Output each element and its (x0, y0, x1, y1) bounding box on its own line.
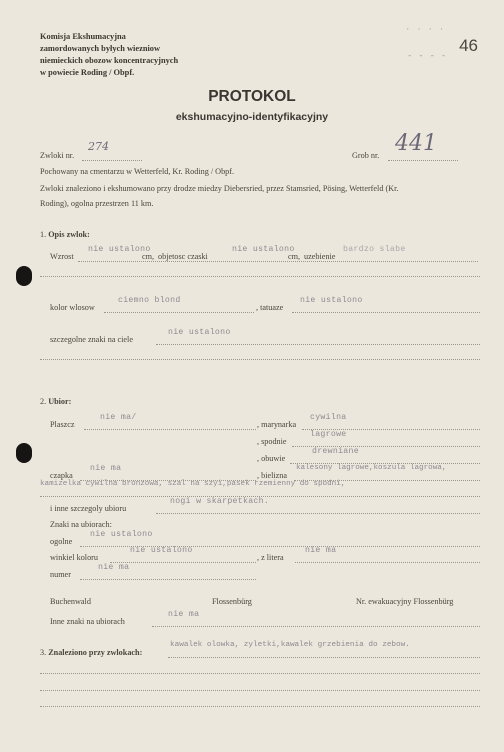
wzrost-label: Wzrost (50, 252, 74, 261)
obuwie-label: , obuwie (257, 454, 286, 463)
litera-value: nie ma (305, 546, 337, 555)
czapka-value: nie ma (90, 464, 122, 473)
nr-ewakuacyjny-label: Nr. ewakuacyjny Flossenbürg (356, 597, 454, 606)
camp-buchenwald: Buchenwald (50, 597, 91, 606)
znaki-na-ciele-label: szczegolne znaki na ciele (50, 335, 133, 344)
plaszcz-value: nie ma/ (100, 413, 137, 422)
marynarka-label: , marynarka (257, 420, 297, 429)
page-number: 46 (459, 36, 478, 55)
spodnie-value: lagrowe (310, 430, 347, 439)
cm-unit-1: cm, (142, 252, 155, 261)
section-1-number: 1. (40, 230, 47, 239)
inne-znaki-value: nie ma (168, 610, 200, 619)
commission-header (40, 31, 178, 79)
camp-flossenburg: Flossenbürg (212, 597, 252, 606)
wzrost-value: nie ustalono (88, 245, 151, 254)
pencil-marks-bottom: - - - - (408, 50, 448, 60)
kolor-wlosow-value: ciemno blond (118, 296, 181, 305)
plaszcz-label: Plaszcz (50, 420, 75, 429)
czaszka-value: nie ustalono (232, 245, 295, 254)
obuwie-value: drewniane (312, 447, 359, 456)
document-title: PROTOKOL (208, 88, 296, 105)
tatuaze-value: nie ustalono (300, 296, 363, 305)
spodnie-label: , spodnie (257, 437, 287, 446)
bielizna-label: , bielizna (257, 471, 288, 480)
inne-znaki-label: Inne znaki na ubiorach (50, 617, 125, 626)
ogolne-label: ogolne (50, 537, 73, 546)
pochowany-text: Pochowany na cmentarzu w Wetterfeld, Kr. Roding / Obpf. (40, 167, 235, 176)
section-1-title: Opis zwlok: (48, 230, 90, 239)
inne-szczegoly-label: i inne szczegoly ubioru (50, 504, 127, 513)
grob-value: 441 (395, 131, 437, 156)
litera-label: , z litera (257, 553, 284, 562)
czaszka-label: objetosc czaski (158, 252, 208, 261)
pencil-marks-top: · · · · (406, 24, 446, 34)
znaleziono-text-1: Zwloki znaleziono i ekshumowano przy drodze miedzy Diebersried, przez Stamsried, Pösing, Wetterfeld (Kr. (40, 184, 399, 193)
tatuaze-label: , tatuaze (256, 303, 284, 312)
punch-hole-bottom (16, 443, 32, 463)
header-line-3: niemieckich obozow koncentracyjnych (40, 56, 179, 65)
bielizna-continuation: kamizelka cywilna bronzowa, szal na szyi,pasek rzemienny do spodni, (40, 480, 346, 488)
uzebienie-label: uzebienie (304, 252, 336, 261)
cm-unit-2: cm, (288, 252, 301, 261)
znaleziono-text-2: Roding), ogolna przestrzen 11 km. (40, 199, 154, 208)
section-3-number: 3. (40, 648, 47, 657)
punch-hole-top (16, 266, 32, 286)
ogolne-value: nie ustalono (90, 530, 153, 539)
winkiel-value: nie ustalono (130, 546, 193, 555)
czapka-label: czapka (50, 471, 73, 480)
section-2-title: Ubior: (48, 397, 72, 406)
znaleziono-przy-zwlokach-value: kawalek olowka, zyletki,kawalek grzebienia do zebow. (170, 641, 410, 649)
marynarka-value: cywilna (310, 413, 347, 422)
section-3-title: Znaleziono przy zwlokach: (48, 648, 143, 657)
document-subtitle: ekshumacyjno-identyfikacyjny (175, 111, 329, 123)
zwloki-value: 274 (88, 140, 109, 153)
bielizna-value: kalesony lagrowe,koszula lagrowa, (296, 464, 447, 472)
inne-szczegoly-value: nogi w skarpetkach. (170, 497, 270, 506)
grob-label: Grob nr. (352, 151, 380, 160)
header-line-2: zamordowanych byłych wiezniow (40, 44, 161, 53)
numer-label: numer (50, 570, 71, 579)
section-2-number: 2. (40, 397, 47, 406)
numer-value: nie ma (98, 563, 130, 572)
znaki-na-ciele-value: nie ustalono (168, 328, 231, 337)
section-3-heading (40, 648, 142, 657)
section-1-heading (40, 230, 90, 239)
zwloki-label: Zwloki nr. (40, 151, 75, 160)
header-line-1: Komisja Ekshumacyjna (40, 32, 126, 41)
uzebienie-value: bardzo slabe (343, 245, 406, 254)
header-line-4: w powiecie Roding / Obpf. (40, 68, 135, 77)
section-2-heading (40, 397, 71, 406)
winkiel-label: winkiel koloru (50, 553, 98, 562)
znaki-na-ubiorach-header: Znaki na ubiorach: (50, 520, 112, 529)
kolor-wlosow-label: kolor wlosow (50, 303, 95, 312)
